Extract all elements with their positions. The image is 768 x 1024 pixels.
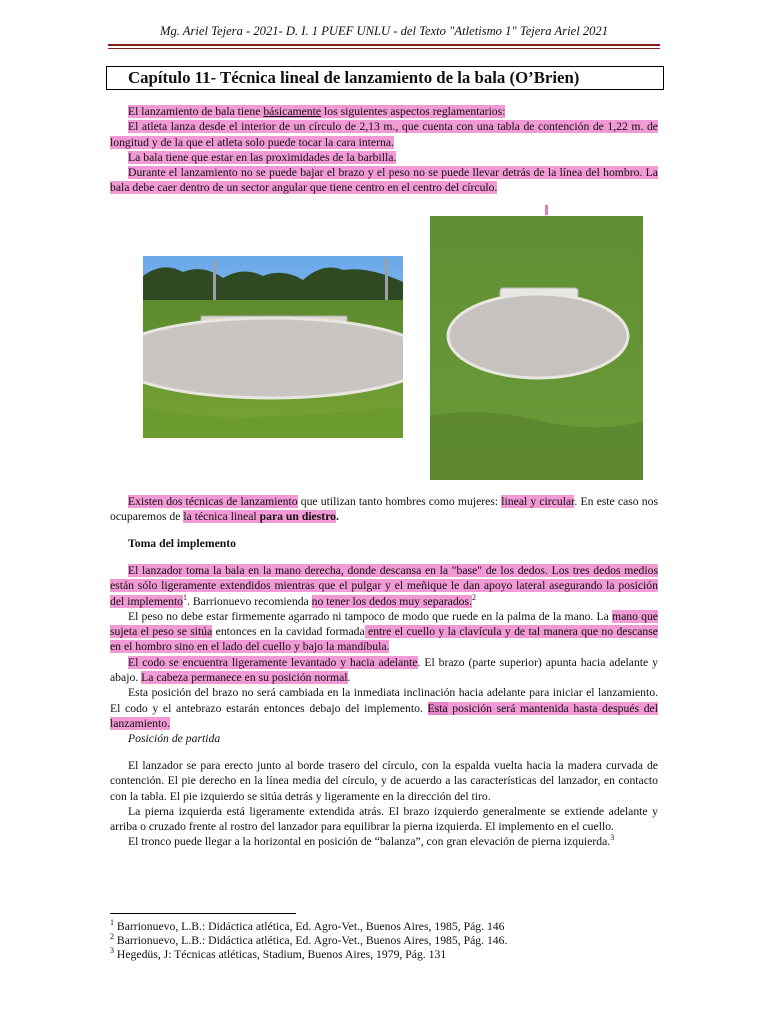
footnote-2-text: Barrionuevo, L.B.: Didáctica atlética, Ed. Agro-Vet., Buenos Aires, 1985, Pág. 146.: [114, 934, 508, 947]
section-heading-partida: Posición de partida: [128, 732, 221, 745]
toma-head: La cabeza permanece en su posición normal: [141, 671, 348, 685]
toma-hand: mano que sujeta el peso se sitúa: [110, 609, 658, 639]
techniques-text: Existen dos técnicas de lanzamiento: [128, 495, 298, 508]
techniques-section: [110, 494, 658, 525]
intro-section: [110, 104, 658, 196]
toma-grip-text: El lanzador toma la bala en la mano derecha, donde descansa en la "base" de los dedos. Los tres dedos medios están sólo ligeramente extendidos mientras que el pulgar y el meñique le dan apoyo lateral asegurando la posición del implemento: [110, 564, 658, 608]
partida-section: [110, 758, 658, 850]
rule-arm-sector: Durante el lanzamiento no se puede bajar el brazo y el peso no se puede llevar detrás de la línea del hombro. La bala debe caer dentro de un sector angular que tiene centro en el centro del círculo.: [110, 166, 658, 195]
toma-period: .: [347, 671, 351, 685]
toma-fingers: no tener los dedos muy separados.: [311, 594, 472, 608]
toma-position-text: Esta posición del brazo no será cambiada en la inmediata inclinación hacia adelante para iniciar el lanzamiento. El codo y el antebrazo estarán entonces debajo del implemento.: [110, 686, 658, 715]
footnote-2-number: 2: [110, 932, 114, 942]
header-rule-bottom: [108, 48, 660, 49]
toma-text: . Barrionuevo recomienda: [187, 594, 312, 608]
partida-leg: La pierna izquierda está ligeramente extendida atrás. El brazo izquierdo generalmente se extiende adelante y arriba o cruzado frente al rostro del lanzador para equilibrar la pierna izquierda. El implemento en el cuello.: [110, 804, 658, 834]
toma-cavity: entonces en la cavidad formada: [212, 625, 365, 639]
footnote-1-text: Barrionuevo, L.B.: Didáctica atlética, Ed. Agro-Vet., Buenos Aires, 1985, Pág. 146: [114, 920, 505, 933]
photo-circle-front: [430, 216, 643, 480]
photo-circle-front-image: [430, 216, 643, 480]
toma-elbow: El codo se encuentra ligeramente levantado y hacia adelante: [128, 655, 418, 669]
highlight-marker: [545, 205, 548, 215]
techniques-right-handed: para un diestro: [259, 510, 337, 524]
toma-weight-text: El peso no debe estar firmemente agarrado ni tampoco de modo que ruede en la palma de la mano. La: [128, 609, 612, 623]
footnote-3: [110, 948, 446, 962]
rule-chin: La bala tiene que estar en las proximidades de la barbilla.: [128, 150, 397, 164]
footnote-3-number: 3: [110, 946, 114, 956]
footnote-3-text: Hegedüs, J: Técnicas atléticas, Stadium, Buenos Aires, 1979, Pág. 131: [114, 948, 447, 961]
intro-text: El lanzamiento de bala tiene: [128, 105, 264, 118]
toma-maintained: posición será mantenida hasta después del lanzamiento.: [110, 701, 658, 730]
footnote-rule: [110, 913, 296, 914]
photo-circle-side: [143, 256, 403, 438]
intro-text-end: los siguientes aspectos reglamentarios:: [321, 105, 506, 118]
footnote-1: [110, 920, 504, 934]
toma-section: [110, 563, 658, 731]
photo-circle-side-image: [143, 256, 403, 438]
techniques-text-3: . En este caso nos ocuparemos de: [110, 495, 659, 524]
toma-esta: Esta: [427, 701, 448, 715]
footnote-1-number: 1: [110, 918, 114, 928]
techniques-period: .: [336, 510, 339, 524]
header-rule-top: [108, 44, 660, 46]
footnote-ref-3: 3: [610, 833, 615, 843]
toma-arm: . El brazo (parte superior) apunta hacia adelante y abajo.: [110, 655, 658, 685]
toma-neck: entre el cuello y la clavícula y de tal manera que no descanse en el hombro sino en el lado del cuello y bajo la mandíbula.: [110, 625, 658, 654]
rule-circle: El atleta lanza desde el interior de un círculo de 2,13 m., que cuenta con una tabla de contención de 1,22 m. de longitud y de la que el atleta solo puede tocar la cara interna.: [110, 120, 658, 149]
section-heading-toma: Toma del implemento: [128, 537, 236, 550]
chapter-title: Capítulo 11- Técnica lineal de lanzamiento de la bala (O’Brien): [128, 68, 580, 87]
footnote-2: [110, 934, 507, 948]
page-header: Mg. Ariel Tejera - 2021- D. I. 1 PUEF UNLU - del Texto "Atletismo 1" Tejera Ariel 2021: [159, 24, 609, 38]
intro-underlined-word: básicamente: [263, 105, 322, 118]
techniques-text-2: que utilizan tanto hombres como mujeres:: [297, 495, 502, 508]
partida-stance: El lanzador se para erecto junto al borde trasero del círculo, con la espalda vuelta hacia la madera curvada de contención. El pie derecho en la línea media del círculo, y de acuerdo a las características del lanzador, en contacto con la tabla. El pie izquierdo se sitúa detrás y ligeramente en la dirección del tiro.: [110, 759, 658, 803]
footnote-ref-2: 2: [472, 592, 476, 602]
footnote-ref-1: 1: [183, 592, 188, 602]
partida-trunk: El tronco puede llegar a la horizontal en posición de “balanza”, con gran elevación de pierna izquierda.: [128, 835, 611, 849]
techniques-types: lineal y circular: [501, 495, 575, 508]
techniques-linear: la técnica lineal: [183, 510, 260, 524]
